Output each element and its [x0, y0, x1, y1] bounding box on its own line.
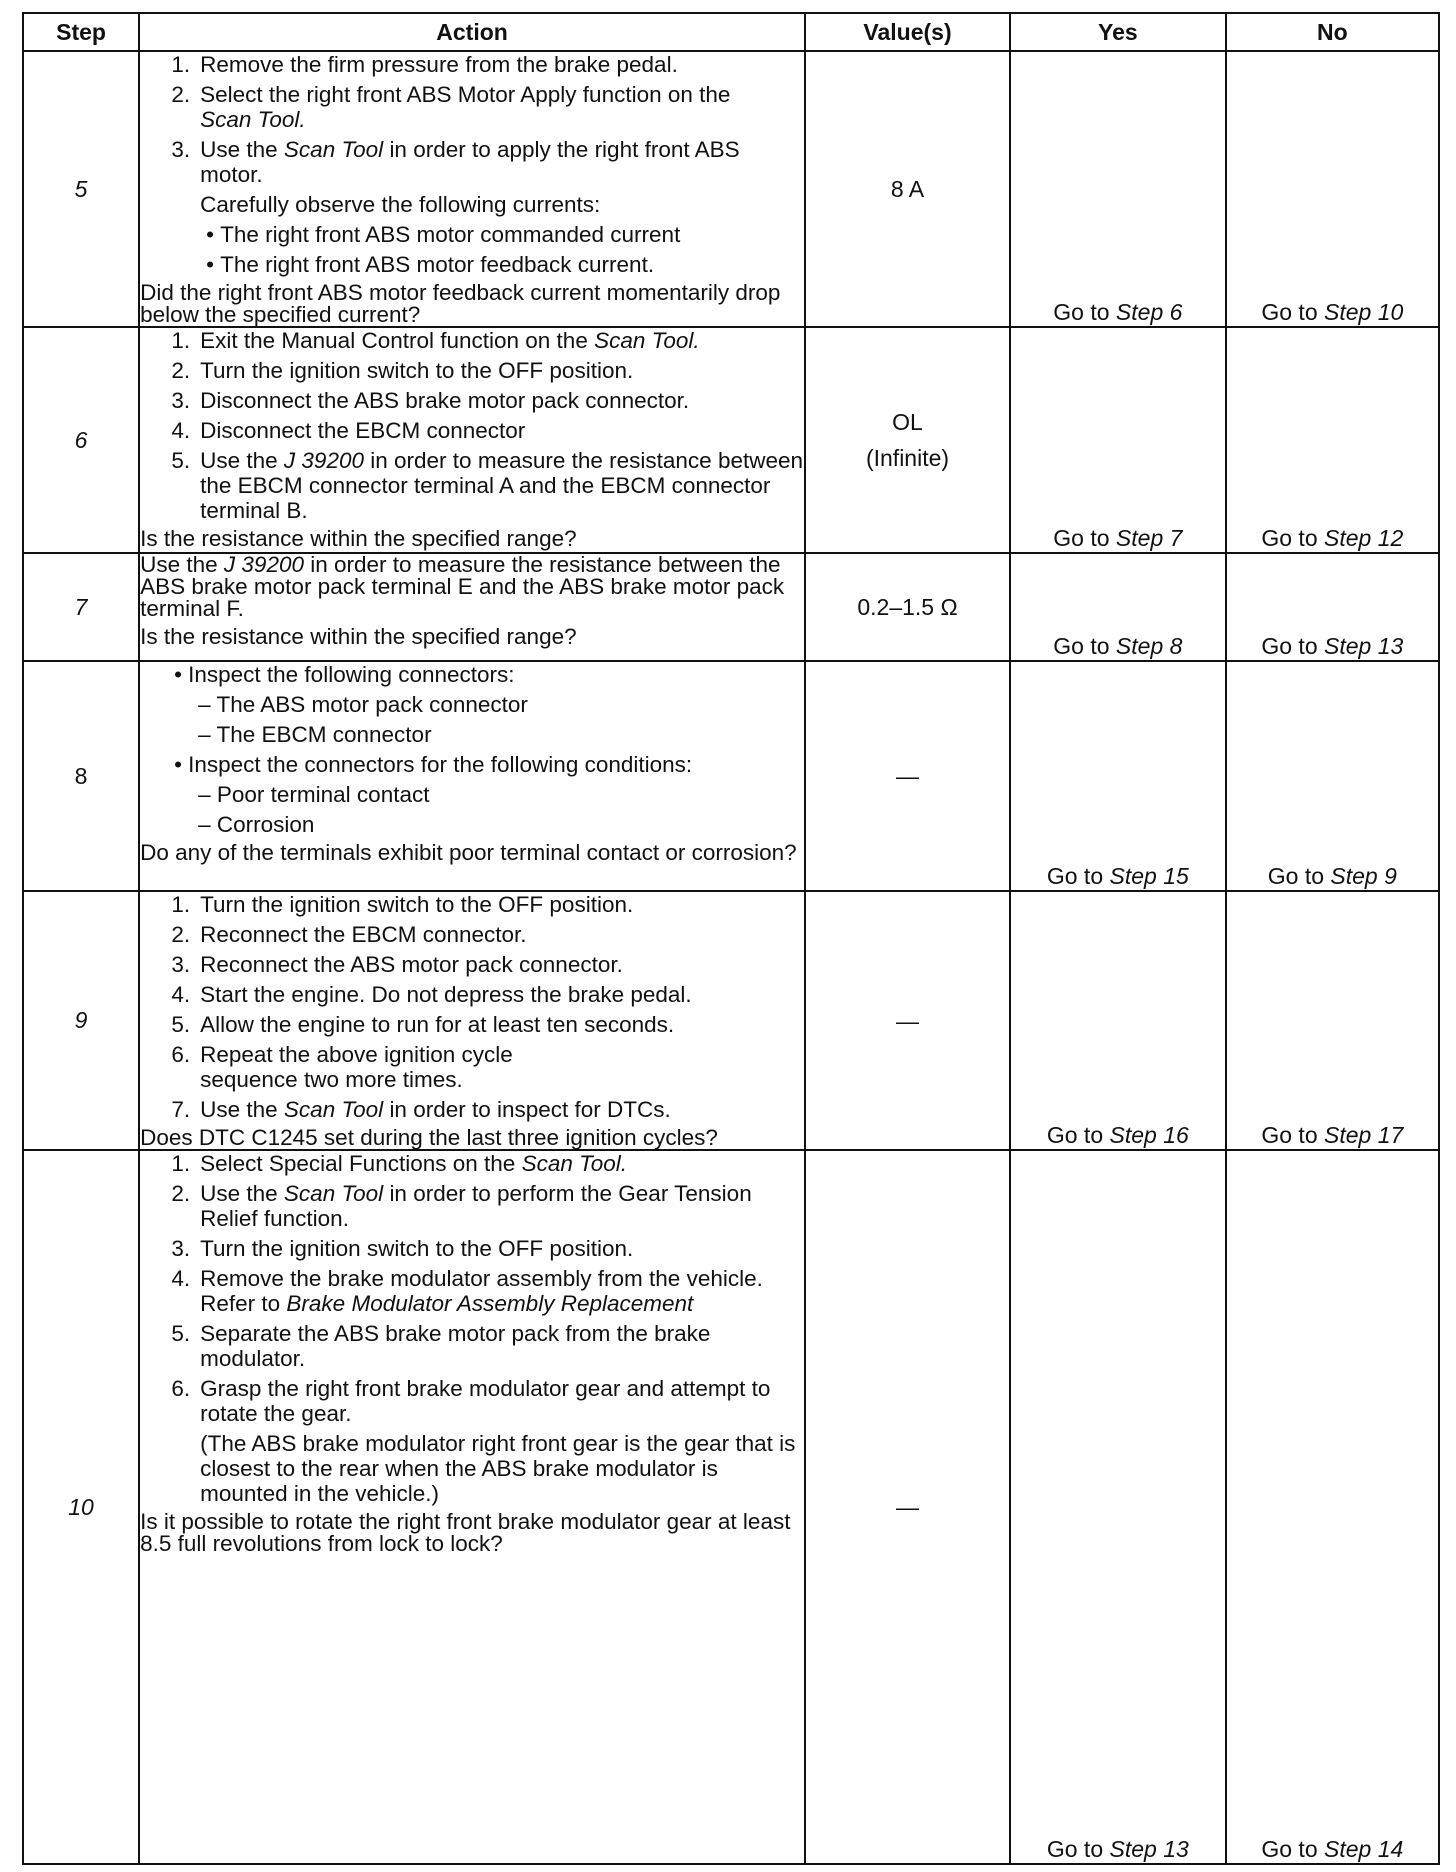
action-item: Select the right front ABS Motor Apply function on the Scan Tool.: [200, 82, 731, 132]
action-item: Grasp the right front brake modulator gear and attempt to rotate the gear.: [200, 1376, 771, 1426]
bullet-item: Inspect the following connectors:: [188, 662, 515, 687]
yes-cell: Go to Step 16: [1010, 891, 1226, 1150]
action-note: (The ABS brake modulator right front gear is the gear that is closest to the rear when the ABS brake modulator is mounted in the vehicle.): [200, 1431, 796, 1506]
header-values: Value(s): [805, 13, 1010, 51]
no-cell: Go to Step 9: [1226, 661, 1439, 891]
step-number: 9: [23, 891, 139, 1150]
action-cell: • Inspect the following connectors: – The ABS motor pack connector – The EBCM connector • Inspect the connectors for the following conditions: – Poor terminal contact – Corrosion Do any of the terminals exhibit poor terminal contact or corrosion?: [139, 661, 805, 891]
action-cell: 1. Remove the firm pressure from the brake pedal. 2. Select the right front ABS Motor Apply function on the Scan Tool. 3. Use the Scan Tool in order to apply the right front ABS motor. Carefully observe the following currents: • The right front ABS motor commanded current • The right front ABS motor feedback current. Did the right front ABS motor feedback current momentarily drop below the specified current?: [139, 51, 805, 327]
value-cell: —: [805, 1150, 1010, 1864]
yes-cell: Go to Step 15: [1010, 661, 1226, 891]
action-question: Is it possible to rotate the right front brake modulator gear at least 8.5 full revolutions from lock to lock?: [140, 1509, 791, 1556]
action-item: Reconnect the EBCM connector.: [200, 922, 527, 947]
header-yes: Yes: [1010, 13, 1226, 51]
header-action: Action: [139, 13, 805, 51]
action-question: Is the resistance within the specified range?: [140, 624, 577, 649]
action-item: Remove the brake modulator assembly from the vehicle. Refer to Brake Modulator Assembly Replacement: [200, 1266, 763, 1316]
action-item: Separate the ABS brake motor pack from the brake modulator.: [200, 1321, 711, 1371]
action-item: Turn the ignition switch to the OFF position.: [200, 892, 634, 917]
action-question: Do any of the terminals exhibit poor terminal contact or corrosion?: [140, 840, 797, 865]
header-step: Step: [23, 13, 139, 51]
dash-item: – The EBCM connector: [198, 722, 432, 747]
action-item: Use the Scan Tool in order to inspect for DTCs.: [200, 1097, 671, 1122]
bullet-item: The right front ABS motor commanded current: [220, 222, 681, 247]
no-cell: Go to Step 17: [1226, 891, 1439, 1150]
no-cell: Go to Step 10: [1226, 51, 1439, 327]
dash-item: – Poor terminal contact: [198, 782, 430, 807]
yes-cell: Go to Step 7: [1010, 327, 1226, 553]
action-item: Use the J 39200 in order to measure the resistance between the EBCM connector terminal A and the EBCM connector terminal B.: [200, 448, 804, 523]
action-question: Does DTC C1245 set during the last three ignition cycles?: [140, 1125, 718, 1150]
action-item: Exit the Manual Control function on the Scan Tool.: [200, 328, 700, 353]
value-cell: —: [805, 891, 1010, 1150]
table-row: [23, 1150, 1439, 1864]
value-cell: 0.2–1.5 Ω: [805, 553, 1010, 661]
dash-item: – The ABS motor pack connector: [198, 692, 528, 717]
yes-cell: Go to Step 13: [1010, 1150, 1226, 1864]
table-row: [23, 51, 1439, 327]
action-item: Disconnect the ABS brake motor pack connector.: [200, 388, 690, 413]
action-item: Select Special Functions on the Scan Tool.: [200, 1151, 628, 1176]
step-number: 8: [23, 661, 139, 891]
action-item: Use the Scan Tool in order to apply the right front ABS motor.: [200, 137, 740, 187]
diagnostic-table: [22, 12, 1440, 1865]
action-item: Use the Scan Tool in order to perform the Gear Tension Relief function.: [200, 1181, 752, 1231]
no-cell: Go to Step 14: [1226, 1150, 1439, 1864]
value-cell: —: [805, 661, 1010, 891]
value-cell: 8 A: [805, 51, 1010, 327]
no-cell: Go to Step 13: [1226, 553, 1439, 661]
step-number: 7: [23, 553, 139, 661]
action-item: Remove the firm pressure from the brake pedal.: [200, 52, 678, 77]
action-cell: 1. Turn the ignition switch to the OFF position. 2. Reconnect the EBCM connector. 3. Reconnect the ABS motor pack connector. 4. Start the engine. Do not depress the brake pedal. 5. Allow the engine to run for at least ten seconds. 6. Repeat the above ignition cycle sequence two more times. 7. Use the Scan Tool in order to inspect for DTCs. Does DTC C1245 set during the last three ignition cycles?: [139, 891, 805, 1150]
dash-item: – Corrosion: [198, 812, 315, 837]
value-cell: OL (Infinite): [805, 327, 1010, 553]
action-question: Is the resistance within the specified range?: [140, 526, 577, 551]
action-text: Use the J 39200 in order to measure the resistance between the ABS brake motor pack terminal E and the ABS brake motor pack terminal F.: [140, 552, 785, 621]
yes-cell: Go to Step 8: [1010, 553, 1226, 661]
no-cell: Go to Step 12: [1226, 327, 1439, 553]
table-row: [23, 661, 1439, 891]
action-item: Turn the ignition switch to the OFF position.: [200, 358, 634, 383]
table-row: [23, 891, 1439, 1150]
action-item: Turn the ignition switch to the OFF position.: [200, 1236, 634, 1261]
action-cell: 1. Exit the Manual Control function on the Scan Tool. 2. Turn the ignition switch to the OFF position. 3. Disconnect the ABS brake motor pack connector. 4. Disconnect the EBCM connector 5. Use the J 39200 in order to measure the resistance between the EBCM connector terminal A and the EBCM connector terminal B. Is the resistance within the specified range?: [139, 327, 805, 553]
action-item: Repeat the above ignition cycle sequence two more times.: [200, 1042, 513, 1092]
bullet-item: The right front ABS motor feedback current.: [220, 252, 655, 277]
action-item: Start the engine. Do not depress the brake pedal.: [200, 982, 692, 1007]
header-row: [23, 13, 1439, 51]
step-number: 5: [23, 51, 139, 327]
yes-cell: Go to Step 6: [1010, 51, 1226, 327]
action-question: Did the right front ABS motor feedback current momentarily drop below the specified current?: [140, 280, 781, 327]
step-number: 10: [23, 1150, 139, 1864]
action-cell: 1. Select Special Functions on the Scan Tool. 2. Use the Scan Tool in order to perform the Gear Tension Relief function. 3. Turn the ignition switch to the OFF position. 4. Remove the brake modulator assembly from the vehicle. Refer to Brake Modulator Assembly Replacement 5. Separate the ABS brake motor pack from the brake modulator. 6. Grasp the right front brake modulator gear and attempt to rotate the gear. (The ABS brake modulator right front gear is the gear that is closest to the rear when the ABS brake modulator is mounted in the vehicle.) Is it possible to rotate the right front brake modulator gear at least 8.5 full revolutions from lock to lock?: [139, 1150, 805, 1864]
action-item: Allow the engine to run for at least ten seconds.: [200, 1012, 675, 1037]
action-note: Carefully observe the following currents:: [200, 192, 601, 217]
action-item: Reconnect the ABS motor pack connector.: [200, 952, 623, 977]
action-cell: [139, 553, 805, 661]
step-number: 6: [23, 327, 139, 553]
action-item: Disconnect the EBCM connector: [200, 418, 526, 443]
header-no: No: [1226, 13, 1439, 51]
bullet-item: Inspect the connectors for the following conditions:: [188, 752, 693, 777]
table-row: [23, 553, 1439, 661]
table-row: [23, 327, 1439, 553]
